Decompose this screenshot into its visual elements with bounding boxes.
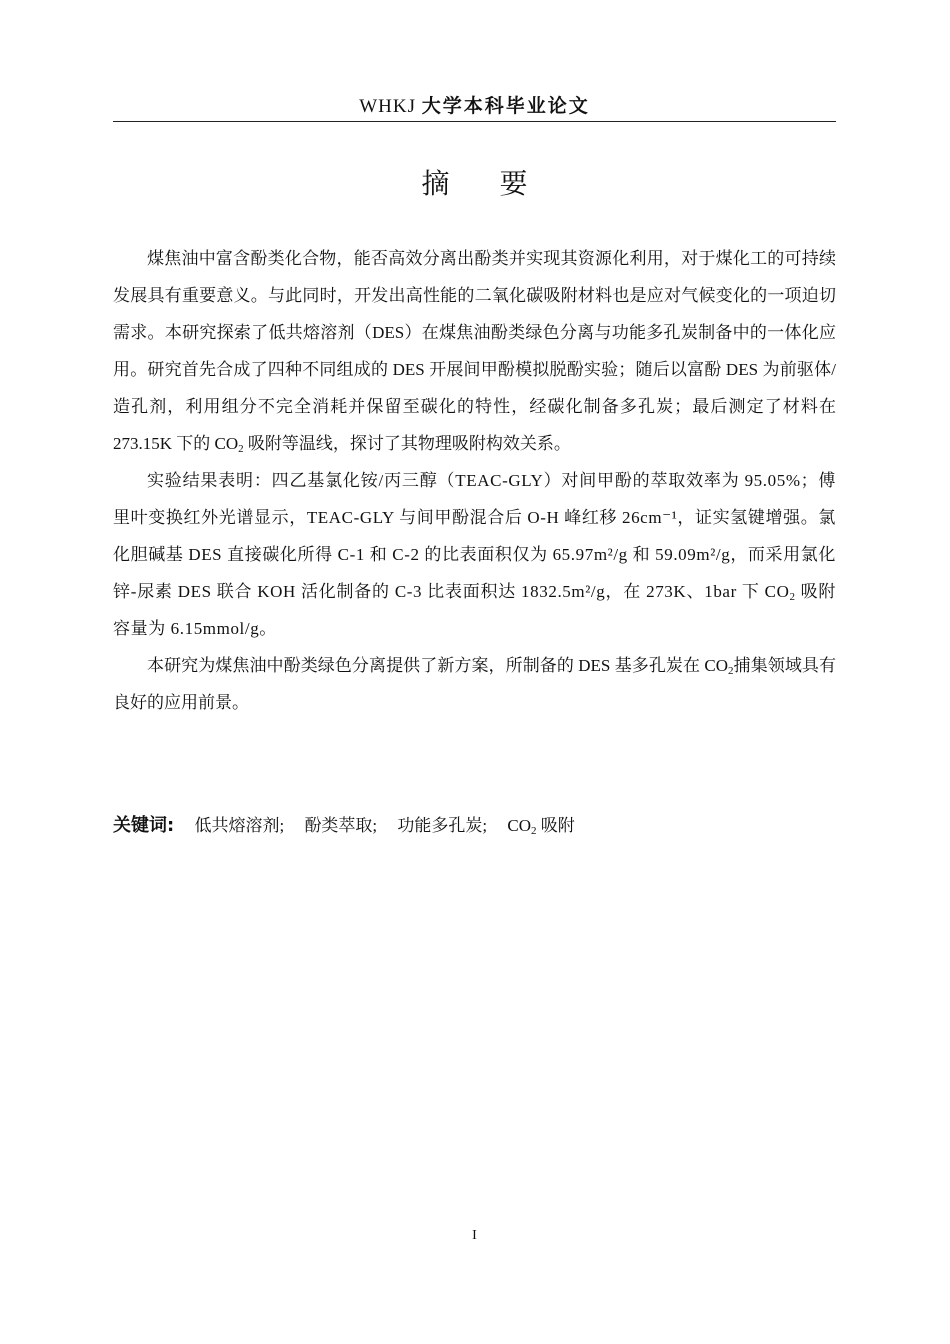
abstract-paragraph-2 <box>113 462 836 647</box>
keywords-line <box>113 808 836 844</box>
keyword-last-subscript: 2 <box>531 825 537 837</box>
header-org: WHKJ <box>359 96 416 117</box>
p1-subscript: 2 <box>238 443 244 455</box>
abstract-paragraph-1 <box>113 240 836 462</box>
p3-subscript: 2 <box>728 665 734 677</box>
page-number: I <box>472 1228 477 1243</box>
keyword-item: 低共熔溶剂; <box>194 816 285 835</box>
page-header <box>113 92 836 122</box>
keyword-item: 功能多孔炭; <box>397 816 488 835</box>
p2-text-end: 吸附容量为 6.15mmol/g。 <box>113 582 836 638</box>
p3-text-end: 捕集领域具有良好的应用前景。 <box>113 656 837 712</box>
header-title: 大学本科毕业论文 <box>421 95 590 117</box>
p3-text: 本研究为煤焦油中酚类绿色分离提供了新方案，所制备的 DES 基多孔炭在 CO <box>147 656 729 675</box>
p1-text: 煤焦油中富含酚类化合物，能否高效分离出酚类并实现其资源化利用，对于煤化工的可持续发展具有重要意义。与此同时，开发出高性能的二氧化碳吸附材料也是应对气候变化的一项迫切需求。本研究探索了低共熔溶剂（DES）在煤焦油酚类绿色分离与功能多孔炭制备中的一体化应用。研究首先合成了四种不同组成的 DES 开展间甲酚模拟脱酚实验；随后以富酚 DES 为前驱体/造孔剂，利用组分不完全消耗并保留至碳化的特性，经碳化制备多孔炭；最后测定了材料在 273.15K 下的 CO <box>113 249 836 453</box>
p2-text: 实验结果表明：四乙基氯化铵/丙三醇（TEAC-GLY）对间甲酚的萃取效率为 95.05%；傅里叶变换红外光谱显示，TEAC-GLY 与间甲酚混合后 O-H 峰红移 26cm⁻¹，证实氢键增强。氯化胆碱基 DES 直接碳化所得 C-1 和 C-2 的比表面积仅为 65.97m²/g 和 59.09m²/g，而采用氯化锌-尿素 DES 联合 KOH 活化制备的 C-3 比表面积达 1832.5m²/g，在 273K、1bar 下 CO <box>113 471 836 601</box>
p1-text-end: 吸附等温线，探讨了其物理吸附构效关系。 <box>243 434 571 453</box>
keyword-last-text: CO <box>507 816 532 835</box>
keywords-label: 关键词: <box>113 815 175 836</box>
abstract-paragraph-3 <box>113 647 836 721</box>
keyword-item: 酚类萃取; <box>304 816 378 835</box>
keyword-last-text-end: 吸附 <box>536 816 575 835</box>
p2-subscript: 2 <box>789 591 796 603</box>
keyword-item-last <box>507 816 574 835</box>
abstract-body <box>113 240 836 721</box>
abstract-title: 摘要 <box>421 167 578 200</box>
